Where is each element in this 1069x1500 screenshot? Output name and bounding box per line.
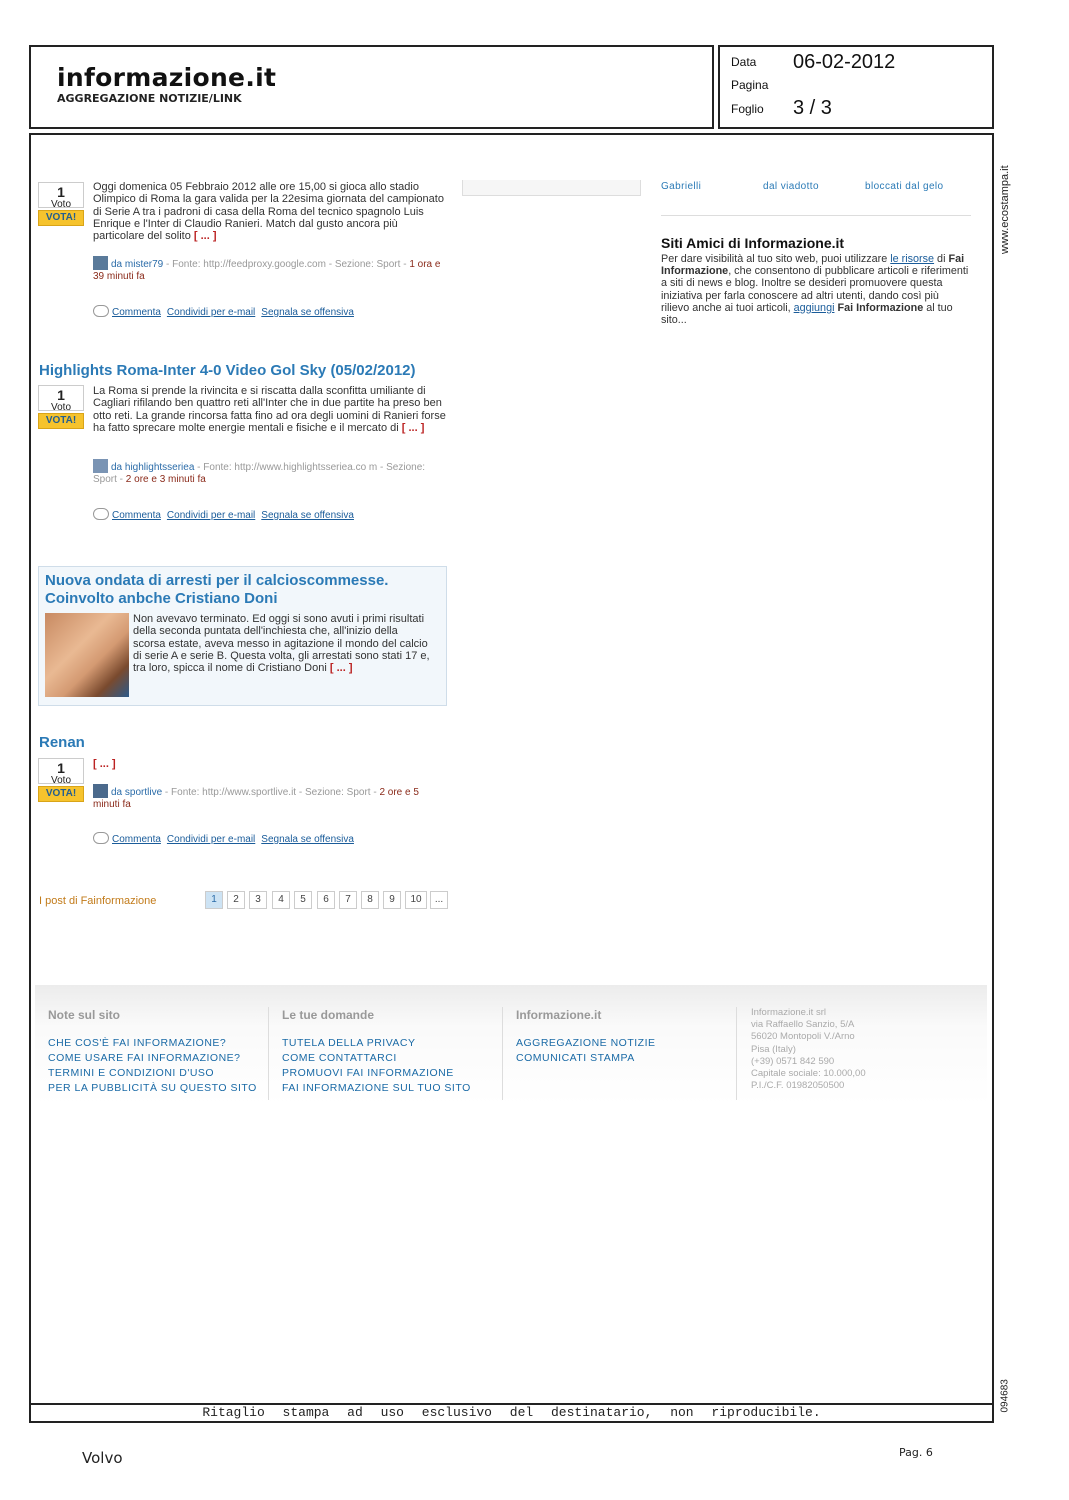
comment-bubble-icon bbox=[93, 508, 109, 520]
footer-separator bbox=[268, 1007, 269, 1100]
pagination bbox=[205, 891, 450, 909]
read-more-link[interactable]: [ ... ] bbox=[329, 662, 353, 675]
article-summary: Oggi domenica 05 Febbraio 2012 alle ore 15,00 si gioca allo stadio Olimpico di Roma la gara valida per la 22esima giornata del campionato di Serie A tra i padroni di casa della Roma del tecnico spagnolo Luis Enrique e l'Inter di Claudio Ranieri. Match dal gusto ancora più particolare del solito [ ... ] bbox=[93, 181, 444, 243]
comment-link[interactable]: Commenta bbox=[112, 834, 161, 845]
page-label: Pagina bbox=[731, 78, 769, 92]
footer-link[interactable]: PROMUOVI FAI INFORMAZIONE bbox=[282, 1067, 454, 1079]
company-address: Informazione.it srl via Raffaello Sanzio, 5/A 56020 Montopoli V./Arno Pisa (Italy) (+39) 0571 842 590 Capitale sociale: 10.000,00 P.I./C.F. 01982050500 bbox=[751, 1007, 866, 1092]
footer-col2-title: Le tue domande bbox=[282, 1008, 375, 1022]
page-3[interactable]: 3 bbox=[249, 891, 267, 909]
widget-fragment bbox=[462, 180, 641, 196]
vote-count: 1 Voto bbox=[38, 385, 84, 411]
share-email-link[interactable]: Condividi per e-mail bbox=[166, 510, 256, 521]
comment-bubble-icon bbox=[93, 832, 109, 844]
read-more-link[interactable]: [ ... ] bbox=[193, 230, 217, 243]
article-actions bbox=[93, 832, 360, 845]
comment-bubble-icon bbox=[93, 305, 109, 317]
article-byline: da mister79 - Fonte: http://feedproxy.google.com - Sezione: Sport - 1 ora e 39 minuti fa bbox=[93, 256, 449, 283]
report-link[interactable]: Segnala se offensiva bbox=[261, 307, 354, 318]
site-tagline: AGGREGAZIONE NOTIZIE/LINK bbox=[57, 92, 242, 105]
footer-link[interactable]: TUTELA DELLA PRIVACY bbox=[282, 1037, 416, 1049]
article-summary bbox=[93, 758, 116, 770]
page-number: Pag. 6 bbox=[899, 1446, 933, 1459]
page-4[interactable]: 4 bbox=[272, 891, 290, 909]
tag-viadotto[interactable]: dal viadotto bbox=[763, 181, 819, 192]
divider bbox=[661, 215, 971, 216]
footer-link[interactable]: COMUNICATI STAMPA bbox=[516, 1052, 635, 1064]
sheet-label: Foglio bbox=[731, 102, 764, 116]
sheet-value: 3 / 3 bbox=[793, 97, 832, 119]
friends-title: Siti Amici di Informazione.it bbox=[661, 235, 845, 251]
friends-text: Per dare visibilità al tuo sito web, puoi utilizzare le risorse di Fai Informazione, che consentono di pubblicare articoli e riferimenti a siti di news e blog. Inoltre se desideri promuovere questa iniziativa per farla conoscere ad altri utenti, dando così più rilievo anche ai tuoi articoli, aggiungi Fai Informazione al tuo sito... bbox=[661, 253, 969, 327]
side-website: www.ecostampa.it bbox=[999, 165, 1011, 254]
clipping-frame bbox=[29, 133, 994, 1423]
resources-link[interactable]: le risorse bbox=[890, 253, 935, 265]
featured-title[interactable]: Nuova ondata di arresti per il calcioscommesse. Coinvolto anbche Cristiano Doni bbox=[45, 572, 389, 607]
comment-link[interactable]: Commenta bbox=[112, 510, 161, 521]
vote-button[interactable]: VOTA! bbox=[38, 786, 84, 802]
page-7[interactable]: 7 bbox=[339, 891, 357, 909]
page-10[interactable]: 10 bbox=[405, 891, 427, 909]
read-more-link[interactable]: [ ... ] bbox=[93, 758, 116, 770]
vote-button[interactable]: VOTA! bbox=[38, 210, 84, 226]
footer-link[interactable]: CHE COS'È FAI INFORMAZIONE? bbox=[48, 1037, 227, 1049]
disclaimer-bar: Ritaglio stampa ad uso esclusivo del destinatario, non riproducibile. bbox=[29, 1403, 994, 1423]
vote-widget bbox=[38, 385, 84, 431]
article-summary: La Roma si prende la rivincita e si riscatta dalla sconfitta umiliante di Cagliari rifilando ben quattro reti all'Inter che in due partite ha preso ben otto reti. La grande rincorsa fatta fino ad ora degli uomini di Ranieri forse ha fatto sprecare molte energie mentali e fisiche e il mercato di [ ... ] bbox=[93, 385, 446, 434]
vote-widget bbox=[38, 182, 84, 228]
footer-link[interactable]: COME CONTATTARCI bbox=[282, 1052, 397, 1064]
footer-link[interactable]: PER LA PUBBLICITÀ SU QUESTO SITO bbox=[48, 1082, 257, 1094]
footer-link[interactable]: FAI INFORMAZIONE SUL TUO SITO bbox=[282, 1082, 471, 1094]
page-1[interactable]: 1 bbox=[205, 891, 223, 909]
footer-col1-title: Note sul sito bbox=[48, 1008, 121, 1022]
client-name: Volvo bbox=[82, 1449, 123, 1467]
featured-thumbnail[interactable] bbox=[45, 613, 129, 697]
vote-count: 1 Voto bbox=[38, 758, 84, 784]
page-8[interactable]: 8 bbox=[361, 891, 379, 909]
page-9[interactable]: 9 bbox=[383, 891, 401, 909]
tag-gelo[interactable]: bloccati dal gelo bbox=[865, 181, 944, 192]
featured-summary: Non avevavo terminato. Ed oggi si sono avuti i primi risultati della seconda puntata dell'inchiesta che, all'inizio della scorsa estate, aveva messo in agitazione il mondo del calcio di serie A e serie B. Questa volta, gli arrestati sono stati 17 e, tra loro, spicca il nome di Cristiano Doni [ ... ] bbox=[133, 613, 430, 675]
footer-link[interactable]: TERMINI E CONDIZIONI D'USO bbox=[48, 1067, 215, 1079]
share-email-link[interactable]: Condividi per e-mail bbox=[166, 834, 256, 845]
site-footer bbox=[35, 985, 987, 1105]
article-byline: da sportlive - Fonte: http://www.sportlive.it - Sezione: Sport - 2 ore e 5 minuti fa bbox=[93, 784, 443, 811]
footer-col2-links bbox=[282, 1036, 471, 1096]
footer-link[interactable]: AGGREGAZIONE NOTIZIE bbox=[516, 1037, 656, 1049]
author-link[interactable]: da sportlive bbox=[111, 787, 163, 798]
user-avatar-icon bbox=[93, 256, 108, 270]
site-logo: informazione.it bbox=[57, 63, 277, 92]
page-5[interactable]: 5 bbox=[294, 891, 312, 909]
article-title[interactable]: Renan bbox=[39, 734, 85, 751]
user-avatar-icon bbox=[93, 784, 108, 798]
date-label: Data bbox=[731, 55, 757, 69]
clipping-meta bbox=[718, 45, 994, 129]
share-email-link[interactable]: Condividi per e-mail bbox=[166, 307, 256, 318]
author-link[interactable]: da highlightsseriea bbox=[111, 462, 195, 473]
article-actions bbox=[93, 508, 360, 521]
header-masthead bbox=[29, 45, 714, 129]
comment-link[interactable]: Commenta bbox=[112, 307, 161, 318]
footer-col3-title: Informazione.it bbox=[516, 1008, 602, 1022]
report-link[interactable]: Segnala se offensiva bbox=[261, 510, 354, 521]
article-byline: da highlightsseriea - Fonte: http://www.highlightsseriea.co m - Sezione: Sport - 2 ore e 3 minuti fa bbox=[93, 459, 441, 486]
author-link[interactable]: da mister79 bbox=[111, 259, 164, 270]
page-6[interactable]: 6 bbox=[317, 891, 335, 909]
footer-col1-links bbox=[48, 1036, 257, 1096]
vote-button[interactable]: VOTA! bbox=[38, 413, 84, 429]
page-more[interactable]: ... bbox=[430, 891, 448, 909]
footer-col3-links bbox=[516, 1036, 656, 1066]
date-value: 06-02-2012 bbox=[793, 51, 896, 73]
vote-widget bbox=[38, 758, 84, 804]
footer-separator bbox=[502, 1007, 503, 1100]
page-2[interactable]: 2 bbox=[227, 891, 245, 909]
read-more-link[interactable]: [ ... ] bbox=[401, 421, 425, 434]
featured-article bbox=[38, 566, 447, 706]
tag-gabrielli[interactable]: Gabrielli bbox=[661, 181, 702, 192]
vote-count: 1 Voto bbox=[38, 182, 84, 208]
report-link[interactable]: Segnala se offensiva bbox=[261, 834, 354, 845]
side-code: 094683 bbox=[999, 1379, 1011, 1413]
article-actions bbox=[93, 305, 360, 318]
pager-label: I post di Fainformazione bbox=[39, 895, 157, 907]
article-title[interactable]: Highlights Roma-Inter 4-0 Video Gol Sky (05/02/2012) bbox=[39, 362, 416, 379]
add-link[interactable]: aggiungi bbox=[793, 301, 835, 314]
footer-separator bbox=[736, 1007, 737, 1100]
footer-link[interactable]: COME USARE FAI INFORMAZIONE? bbox=[48, 1052, 241, 1064]
user-avatar-icon bbox=[93, 459, 108, 473]
